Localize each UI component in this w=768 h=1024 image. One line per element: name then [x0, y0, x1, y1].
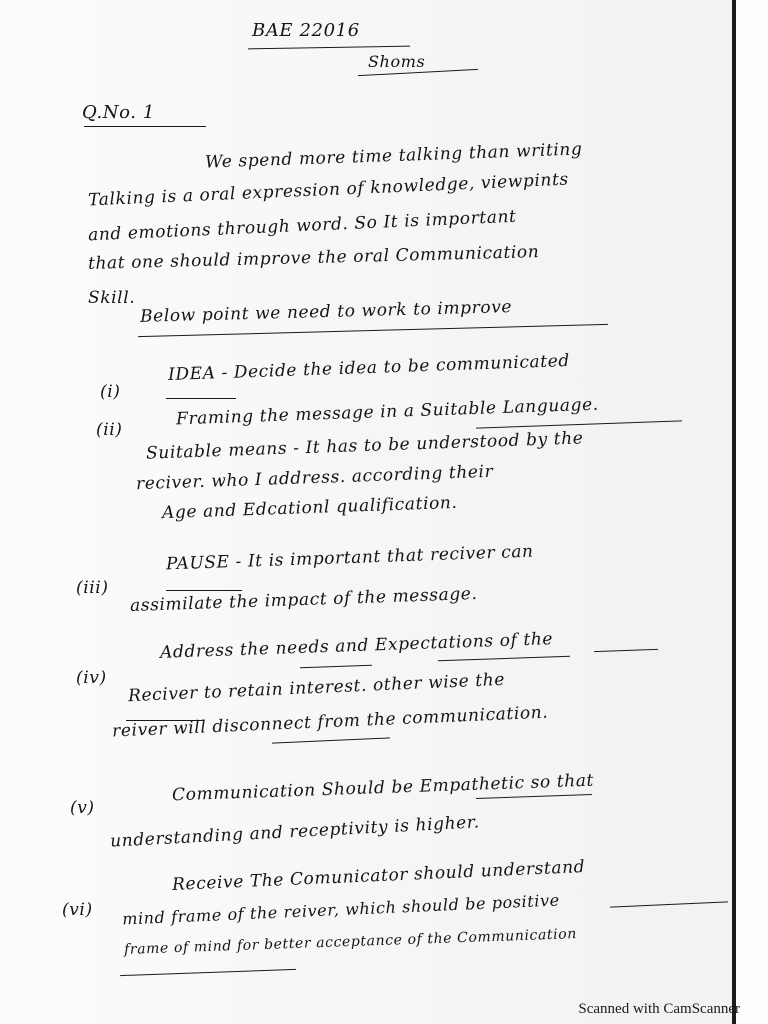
point-4-line-1: Address the needs and Expectations of the — [159, 629, 554, 663]
pause-underline — [166, 590, 242, 591]
point-6-line-1: Receive The Comunicator should understand — [171, 856, 586, 896]
point-1-line-1: IDEA - Decide the idea to be communicated — [167, 350, 571, 386]
student-name: Shoms — [368, 52, 426, 71]
course-code: BAE 22016 — [252, 20, 360, 41]
binding-edge — [732, 0, 736, 1024]
idea-underline — [166, 398, 236, 399]
point-2-line-1: Framing the message in a Suitable Language. — [175, 394, 600, 430]
intro-line-3: and emotions through word. So It is important — [87, 206, 517, 246]
point-3-line-2: assimilate the impact of the message. — [129, 583, 478, 617]
intro-line-5: Skill. — [88, 288, 136, 308]
point-5-line-1: Communication Should be Empathetic so that — [171, 770, 595, 806]
point-3-line-1: PAUSE - It is important that reciver can — [165, 541, 534, 575]
point-2-line-2: Suitable means - It has to be understood by the — [145, 428, 584, 464]
points-subheading: Below point we need to work to improve — [139, 297, 513, 327]
camscanner-watermark: Scanned with CamScanner — [578, 1001, 740, 1017]
question-number: Q.No. 1 — [82, 102, 155, 123]
point-4-number: (iv) — [76, 668, 107, 688]
question-underline — [84, 126, 206, 127]
point-6-number: (vi) — [62, 900, 93, 920]
intro-line-2: Talking is a oral expression of knowledge, viewpints — [87, 169, 570, 211]
point-4-line-3: reiver will disconnect from the communication. — [111, 702, 549, 742]
point-2-number: (ii) — [96, 420, 123, 440]
point-3-number: (iii) — [76, 578, 109, 598]
intro-line-4: that one should improve the oral Communication — [87, 242, 540, 274]
page-margin — [736, 0, 768, 1024]
point-2-line-3: reciver. who I address. according their — [135, 461, 494, 495]
point-5-number: (v) — [70, 798, 95, 818]
point-5-line-2: understanding and receptivity is higher. — [109, 812, 481, 852]
point-6-line-3: frame of mind for better acceptance of the Communication — [123, 926, 578, 958]
point-1-number: (i) — [100, 382, 121, 402]
point-2-line-4: Age and Edcationl qualification. — [161, 492, 458, 524]
intro-line-1: We spend more time talking than writing — [204, 139, 583, 173]
point-6-line-2: mind frame of the reiver, which should be positive — [121, 890, 561, 929]
point-4-line-2: Reciver to retain interest. other wise the — [127, 669, 506, 707]
